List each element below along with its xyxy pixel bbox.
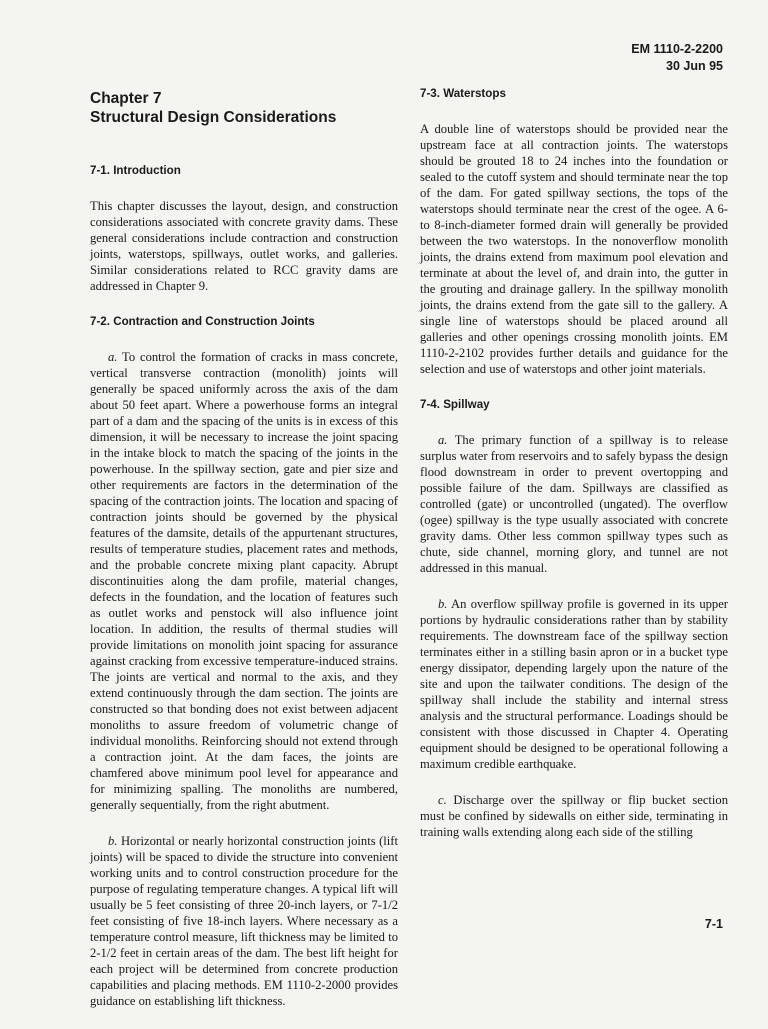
joints-paragraph-a: [90, 349, 398, 813]
chapter-title: Structural Design Considerations: [90, 109, 337, 126]
document-date: 30 Jun 95: [666, 59, 723, 73]
paragraph-marker: c.: [438, 793, 447, 807]
chapter-number: Chapter 7: [90, 90, 162, 107]
spillway-paragraph-c: [420, 792, 728, 840]
document-id: EM 1110-2-2200: [631, 42, 723, 56]
right-column: [420, 86, 728, 860]
paragraph-marker: b.: [108, 834, 118, 848]
section-heading-joints: 7-2. Contraction and Construction Joints: [90, 315, 315, 328]
page-header: [631, 41, 723, 75]
paragraph-marker: b.: [438, 597, 448, 611]
paragraph-text: Horizontal or nearly horizontal construction joints (lift joints) will be spaced to divide the structure into convenient working units and to control construction procedure for the purpose of regulating temperature changes. A typical lift will usually be 5 feet consisting of three 20-inch layers, or 7-1/2 feet consisting of five 18-inch layers. Where necessary as a temperature control measure, lift thickness may be limited to 2-1/2 feet in certain areas of the dam. The best lift height for each project will be determined from concrete production capabilities and placing methods. EM 1110-2-2000 provides guidance on establishing lift thickness.: [90, 834, 398, 1008]
section-heading-introduction: 7-1. Introduction: [90, 164, 181, 177]
joints-paragraph-b: [90, 833, 398, 1009]
paragraph-text: An overflow spillway profile is governed in its upper portions by hydraulic considerations rather than by stability requirements. The downstream face of the spillway section terminates either in a stilling basin apron or in a bucket type energy dissipator, depending largely upon the nature of the site and upon the tailwater conditions. The design of the spillway shall include the stability and internal stress analysis and the structural performance. Loadings should be consistent with those discussed in Chapter 4. Operating equipment should be designed to be operational following a maximum credible earthquake.: [420, 597, 728, 771]
left-column: [90, 86, 398, 1029]
section-heading-waterstops: 7-3. Waterstops: [420, 87, 506, 100]
paragraph-marker: a.: [108, 350, 118, 364]
page-number: 7-1: [704, 917, 723, 931]
paragraph-text: The primary function of a spillway is to release surplus water from reservoirs and to safely bypass the design flood downstream in order to prevent overtopping and possible failure of the dam. Spillways are classified as controlled (gate) or uncontrolled (ungated). The overflow (ogee) spillway is the type usually associated with concrete gravity dams. Other less common spillway types such as chute, side channel, morning glory, and tunnel are not addressed in this manual.: [420, 433, 728, 575]
paragraph-marker: a.: [438, 433, 448, 447]
section-heading-spillway: 7-4. Spillway: [420, 398, 490, 411]
spillway-paragraph-b: [420, 596, 728, 772]
spillway-paragraph-a: [420, 432, 728, 576]
introduction-paragraph: This chapter discusses the layout, design, and construction considerations associated with concrete gravity dams. These general considerations include contraction and construction joints, waterstops, spillways, outlet works, and galleries. Similar considerations related to RCC gravity dams are addressed in Chapter 9.: [90, 199, 398, 293]
paragraph-text: To control the formation of cracks in mass concrete, vertical transverse contraction (monolith) joints will generally be spaced uniformly across the axis of the dam about 50 feet apart. Where a powerhouse forms an integral part of a dam and the spacing of the units is in excess of this dimension, it will be necessary to increase the joint spacing in the intake block to match the spacing of the joints in the powerhouse. In the spillway section, gate and pier size and other requirements are factors in the determination of the spacing of the contraction joints. The location and spacing of contraction joints should be governed by the physical features of the damsite, details of the appurtenant structures, results of temperature studies, placement rates and methods, and the probable concrete mixing plant capacity. Abrupt discontinuities along the dam profile, material changes, defects in the foundation, and the location of features such as outlet works and penstock will also influence joint location. In addition, the results of thermal studies will provide limitations on monolith joint spacing for assurance against cracking from excessive temperature-induced strains. The joints are vertical and normal to the axis, and they extend continuously through the dam section. The joints are constructed so that bonding does not exist between adjacent monoliths to assure freedom of volumetric change of individual monoliths. Reinforcing should not extend through a contraction joint. At the dam faces, the joints are chamfered above minimum pool level for appearance and for minimizing spalling. The monoliths are numbered, generally sequentially, from the right abutment.: [90, 350, 398, 812]
chapter-heading: [90, 89, 398, 127]
waterstops-paragraph: A double line of waterstops should be provided near the upstream face at all contraction joints. The waterstops should be grouted 18 to 24 inches into the foundation or sealed to the cutoff system and should terminate near the top of the dam. For gated spillway sections, the tops of the waterstops should terminate near the crest of the ogee. A 6- to 8-inch-diameter formed drain will generally be provided between the two waterstops. In the nonoverflow monolith joints, the drains extend from maximum pool elevation and terminate at about the level of, and drain into, the gutter in the grouting and drainage gallery. In the spillway monolith joints, the drains extend from the gate sill to the gallery. A single line of waterstops should be placed around all galleries and other openings crossing monolith joints. EM 1110-2-2102 provides further details and guidance for the selection and use of waterstops and other joint materials.: [420, 122, 728, 376]
paragraph-text: Discharge over the spillway or flip bucket section must be confined by sidewalls on either side, terminating in training walls extending along each side of the stilling: [420, 793, 728, 839]
